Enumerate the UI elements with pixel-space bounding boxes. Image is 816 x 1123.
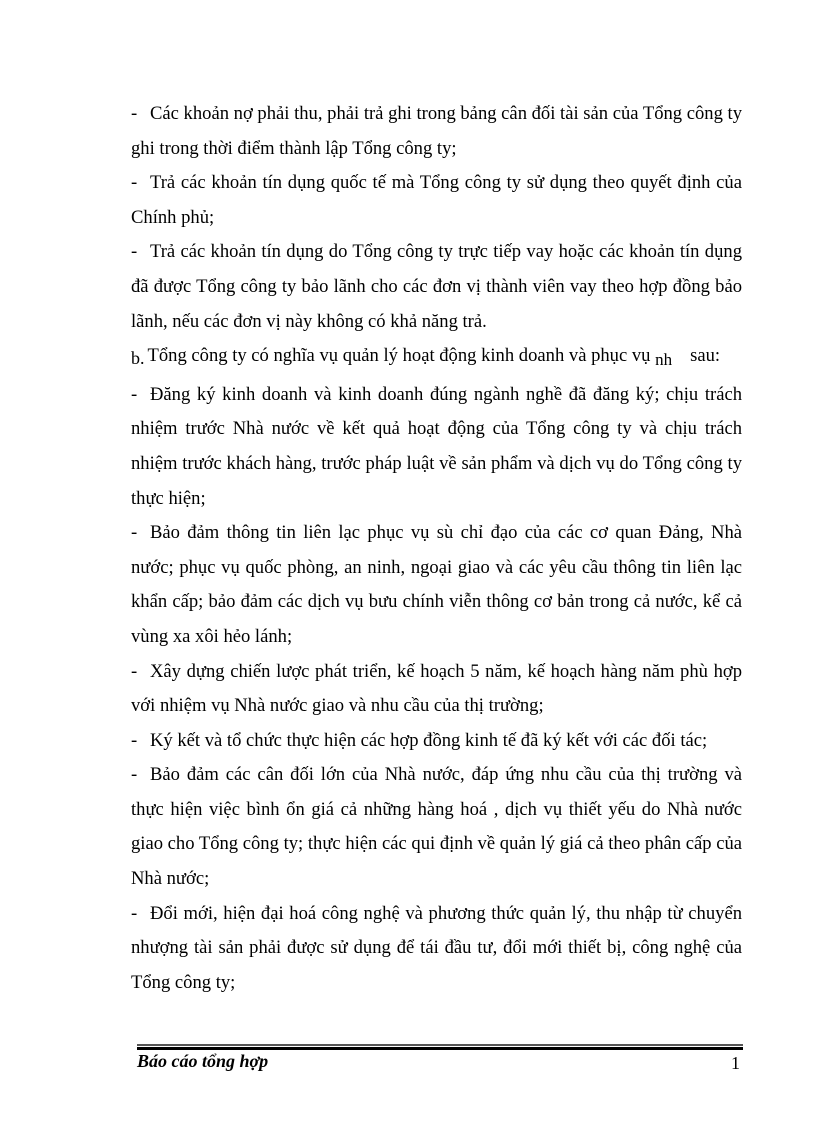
bullet-dash: - [131, 729, 138, 751]
bullet-paragraph [131, 378, 742, 516]
footer-title: Báo cáo tổng hợp [137, 1051, 269, 1071]
bullet-paragraph [131, 758, 742, 896]
paragraph-text: Trả các khoản tín dụng do Tổng công ty trực tiếp vay hoặc các khoản tín dụng đã được Tổng công ty bảo lãnh cho các đơn vị thành viên vay theo hợp đồng bảo lãnh, nếu các đơn vị này không có khả năng trả. [131, 241, 742, 332]
body-text [131, 97, 742, 1000]
footer-divider-thick [137, 1047, 743, 1050]
paragraph-text: Trả các khoản tín dụng quốc tế mà Tổng công ty sử dụng theo quyết định của Chính phủ; [131, 172, 742, 228]
paragraph-text: Các khoản nợ phải thu, phải trả ghi trong bảng cân đối tài sản của Tổng công ty ghi trong thời điểm thành lập Tổng công ty; [131, 103, 742, 159]
heading-tail: sau: [690, 345, 721, 367]
bullet-dash: - [131, 660, 138, 682]
paragraph-text: Đổi mới, hiện đại hoá công nghệ và phương thức quản lý, thu nhập từ chuyển nhượng tài sản phải được sử dụng để tái đầu tư, đổi mới thiết bị, công nghệ của Tổng công ty; [131, 902, 742, 993]
bullet-dash: - [131, 241, 138, 263]
bullet-paragraph [131, 235, 742, 339]
footer-divider-thin [137, 1044, 743, 1046]
bullet-dash: - [131, 172, 138, 194]
bullet-dash: - [131, 764, 138, 786]
paragraph-text: Bảo đảm thông tin liên lạc phục vụ sù chỉ đạo của các cơ quan Đảng, Nhà nước; phục vụ quốc phòng, an ninh, ngoại giao và các yêu cầu thông tin liên lạc khẩn cấp; bảo đảm các dịch vụ bưu chính viễn thông cơ bản trong cả nước, kể cả vùng xa xôi hẻo lánh; [131, 522, 742, 647]
bullet-paragraph [131, 724, 742, 759]
heading-fragment: nh [655, 350, 673, 370]
bullet-dash: - [131, 902, 138, 924]
paragraph-text: Bảo đảm các cân đối lớn của Nhà nước, đáp ứng nhu cầu của thị trường và thực hiện việc bình ổn giá cả những hàng hoá , dịch vụ thiết yếu do Nhà nước giao cho Tổng công ty; thực hiện các qui định về quản lý giá cả theo phân cấp của Nhà nước; [131, 764, 742, 890]
paragraph-text: Ký kết và tổ chức thực hiện các hợp đồng kinh tế đã ký kết với các đối tác; [150, 729, 708, 751]
bullet-paragraph [131, 97, 742, 166]
section-heading-b [131, 339, 742, 378]
paragraph-text: Đăng ký kinh doanh và kinh doanh đúng ngành nghề đã đăng ký; chịu trách nhiệm trước Nhà nước về kết quả hoạt động của Tổng công ty và chịu trách nhiệm trước khách hàng, trước pháp luật về sản phẩm và dịch vụ do Tổng công ty thực hiện; [131, 383, 742, 509]
section-marker: b. [131, 348, 145, 369]
bullet-paragraph [131, 166, 742, 235]
bullet-paragraph [131, 516, 742, 654]
heading-text: Tổng công ty có nghĩa vụ quản lý hoạt động kinh doanh và phục vụ [147, 345, 651, 367]
bullet-dash: - [131, 383, 138, 405]
page-number: 1 [731, 1053, 740, 1073]
paragraph-text: Xây dựng chiến lược phát triển, kế hoạch 5 năm, kế hoạch hàng năm phù hợp với nhiệm vụ Nhà nước giao và nhu cầu của thị trường; [131, 660, 742, 717]
bullet-dash: - [131, 103, 138, 124]
bullet-paragraph [131, 655, 742, 724]
bullet-dash: - [131, 522, 138, 544]
bullet-paragraph [131, 897, 742, 1001]
